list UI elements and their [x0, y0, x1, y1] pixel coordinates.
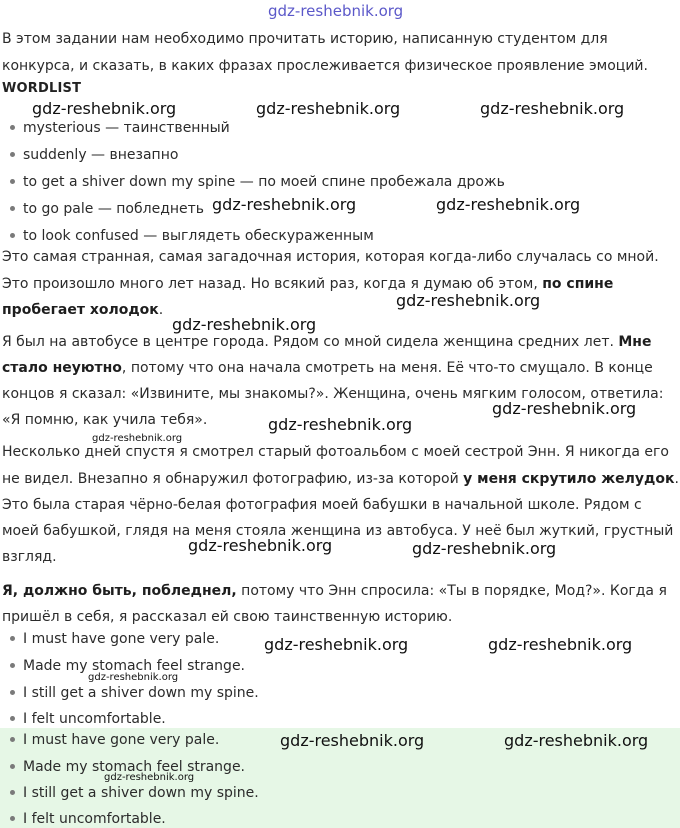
story-p1-line-1: Это самая странная, самая загадочная история, которая когда-либо случалась со мной.: [2, 249, 659, 265]
watermark: gdz-reshebnik.org: [104, 772, 195, 783]
story-p2-line-4: «Я помню, как учила тебя».: [2, 412, 208, 428]
story-p1-line-3: пробегает холодок.: [2, 302, 164, 318]
wordlist-item: to get a shiver down my spine — по моей спине пробежала дрожь: [10, 173, 505, 191]
watermark: gdz-reshebnik.org: [268, 2, 404, 20]
bullet-icon: [10, 690, 15, 695]
bullet-icon: [10, 233, 15, 238]
bullet-icon: [10, 636, 15, 641]
watermark: gdz-reshebnik.org: [268, 415, 413, 434]
phrase-item: I still get a shiver down my spine.: [10, 684, 259, 702]
wordlist-heading: WORDLIST: [2, 81, 82, 96]
watermark: gdz-reshebnik.org: [280, 731, 425, 750]
bullet-icon: [10, 179, 15, 184]
watermark: gdz-reshebnik.org: [412, 539, 557, 558]
watermark: gdz-reshebnik.org: [264, 635, 409, 654]
watermark: gdz-reshebnik.org: [32, 99, 177, 118]
story-p3-line-5: взгляд.: [2, 549, 57, 565]
story-p3-line-2: не видел. Внезапно я обнаружил фотографию, из-за которой у меня скрутило желудок.: [2, 471, 679, 487]
bullet-icon: [10, 816, 15, 821]
bullet-icon: [10, 206, 15, 211]
story-p1-line-2: Это произошло много лет назад. Но всякий раз, когда я думаю об этом, по спине: [2, 276, 614, 292]
story-p3-line-1: Несколько дней спустя я смотрел старый фотоальбом с моей сестрой Энн. Я никогда его: [2, 444, 669, 460]
phrase-item: Made my stomach feel strange.: [10, 657, 245, 675]
wordlist-item: to go pale — побледнеть: [10, 200, 204, 218]
answer-item: Made my stomach feel strange.: [10, 758, 245, 776]
story-p2-line-2: стало неуютно, потому что она начала смотреть на меня. Её что-то смущало. В конце: [2, 360, 653, 376]
story-p4-line-1: Я, должно быть, побледнел, потому что Энн спросила: «Ты в порядке, Мод?». Когда я: [2, 583, 667, 599]
bullet-icon: [10, 790, 15, 795]
watermark: gdz-reshebnik.org: [212, 195, 357, 214]
story-p3-line-4: моей бабушкой, глядя на меня стояла женщина из автобуса. У неё был жуткий, грустный: [2, 523, 674, 539]
watermark: gdz-reshebnik.org: [504, 731, 649, 750]
watermark: gdz-reshebnik.org: [436, 195, 581, 214]
watermark: gdz-reshebnik.org: [492, 399, 637, 418]
bullet-icon: [10, 764, 15, 769]
story-p3-line-3: Это была старая чёрно-белая фотография моей бабушки в начальной школе. Рядом с: [2, 497, 642, 513]
story-p4-line-2: пришёл в себя, я рассказал ей свою таинственную историю.: [2, 609, 453, 625]
wordlist-item: suddenly — внезапно: [10, 146, 178, 164]
watermark: gdz-reshebnik.org: [88, 672, 179, 683]
bullet-icon: [10, 152, 15, 157]
watermark: gdz-reshebnik.org: [92, 433, 183, 444]
intro-line-1: В этом задании нам необходимо прочитать историю, написанную студентом для: [2, 31, 608, 47]
answer-item: I must have gone very pale.: [10, 731, 219, 749]
story-p2-line-3: концов я сказал: «Извините, мы знакомы?». Женщина, очень мягким голосом, ответила:: [2, 386, 664, 402]
bullet-icon: [10, 716, 15, 721]
answer-item: I felt uncomfortable.: [10, 810, 166, 828]
answer-item: I still get a shiver down my spine.: [10, 784, 259, 802]
bullet-icon: [10, 737, 15, 742]
watermark: gdz-reshebnik.org: [480, 99, 625, 118]
bullet-icon: [10, 125, 15, 130]
phrase-item: I must have gone very pale.: [10, 630, 219, 648]
bullet-icon: [10, 663, 15, 668]
phrase-item: I felt uncomfortable.: [10, 710, 166, 728]
intro-line-2: конкурса, и сказать, в каких фразах прослеживается физическое проявление эмоций.: [2, 58, 648, 74]
wordlist-item: mysterious — таинственный: [10, 119, 230, 137]
watermark: gdz-reshebnik.org: [188, 536, 333, 555]
wordlist-item: to look confused — выглядеть обескураженным: [10, 227, 374, 245]
watermark: gdz-reshebnik.org: [396, 291, 541, 310]
watermark: gdz-reshebnik.org: [488, 635, 633, 654]
story-p2-line-1: Я был на автобусе в центре города. Рядом со мной сидела женщина средних лет. Мне: [2, 334, 652, 350]
watermark: gdz-reshebnik.org: [172, 315, 317, 334]
watermark: gdz-reshebnik.org: [256, 99, 401, 118]
